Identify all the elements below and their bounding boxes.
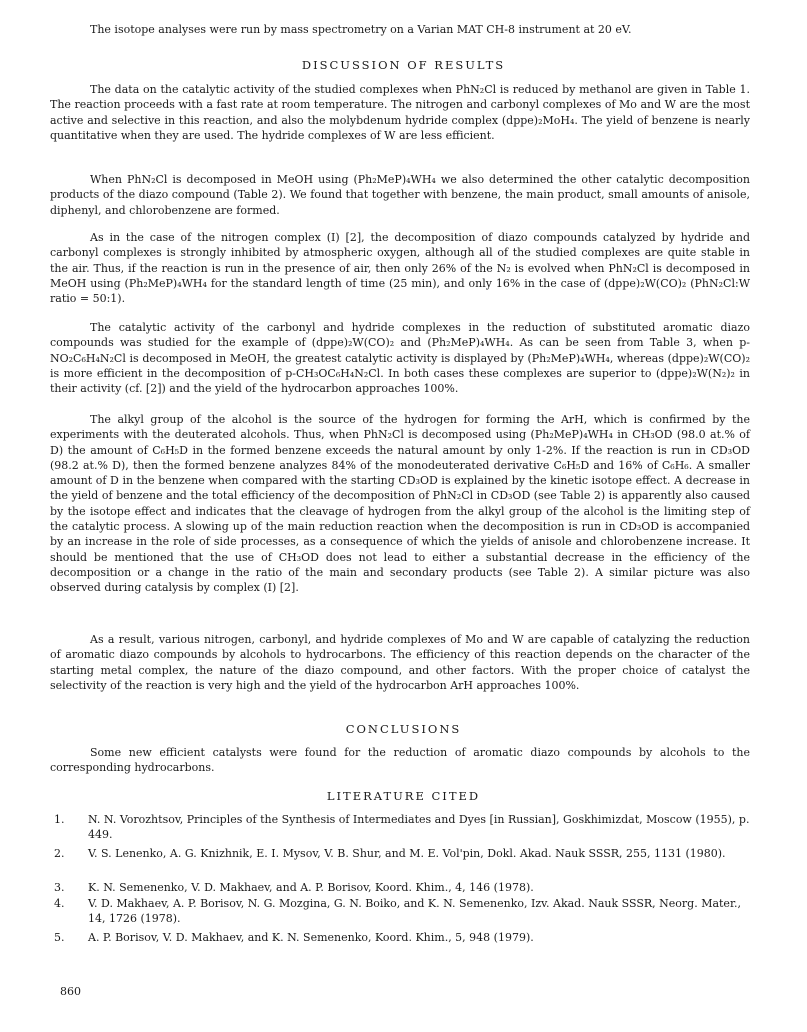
reference-text: N. N. Vorozhtsov, Principles of the Synthesis of Intermediates and Dyes [in Russian], Goskhimizdat, Moscow (1955), p. 449.: [88, 813, 750, 842]
paragraph-4: The catalytic activity of the carbonyl and hydride complexes in the reduction of substituted aromatic diazo compounds was studied for the example of (dppe)₂W(CO)₂ and (Ph₂MeP)₄WH₄. As can be seen from Table 3, when p-NO₂C₆H₄N₂Cl is decomposed in MeOH, the greatest catalytic activity is displayed by (Ph₂MeP)₄WH₄, whereas (dppe)₂W(CO)₂ is more efficient in the decomposition of p-CH₃OC₆H₄N₂Cl. In both cases these complexes are superior to (dppe)₂W(N₂)₂ in their activity (cf. [2]) and the yield of the hydrocarbon approaches 100%.: [50, 321, 750, 396]
conclusions-heading: CONCLUSIONS: [345, 722, 462, 736]
literature-heading: LITERATURE CITED: [326, 789, 481, 803]
reference-number: 2.: [54, 847, 65, 860]
conclusions-text: Some new efficient catalysts were found for the reduction of aromatic diazo compounds by alcohols to the corresponding hydrocarbons.: [50, 746, 750, 775]
reference-number: 5.: [54, 931, 65, 944]
intro-line: The isotope analyses were run by mass spectrometry on a Varian MAT CH-8 instrument at 20 eV.: [90, 23, 632, 36]
page-number: 860: [60, 985, 81, 998]
reference-number: 3.: [54, 881, 65, 894]
reference-text: A. P. Borisov, V. D. Makhaev, and K. N. Semenenko, Koord. Khim., 5, 948 (1979).: [88, 931, 534, 944]
paragraph-5: The alkyl group of the alcohol is the source of the hydrogen for forming the ArH, which is confirmed by the experiments with the deuterated alcohols. Thus, when PhN₂Cl is decomposed using (Ph₂MeP)₄WH₄ in CH₃OD (98.0 at.% of D) the amount of C₆H₅D in the formed benzene exceeds the natural amount by only 1-2%. If the reaction is run in CD₃OD (98.2 at.% D), then the formed benzene analyzes 84% of the monodeuterated derivative C₆H₅D and 16% of C₆H₆. A smaller amount of D in the benzene when compared with the starting CD₃OD is explained by the kinetic isotope effect. A decrease in the yield of benzene and the total efficiency of the decomposition of PhN₂Cl in CD₃OD (see Table 2) is apparently also caused by the isotope effect and indicates that the cleavage of hydrogen from the alkyl group of the alcohol is the limiting step of the catalytic process. A slowing up of the main reduction reaction when the decomposition is run in CD₃OD is accompanied by an increase in the role of side processes, as a consequence of which the yields of anisole and chlorobenzene increase. It should be mentioned that the use of CH₃OD does not lead to either a substantial decrease in the efficiency of the decomposition or a change in the ratio of the main and secondary products (see Table 2). A similar picture was also observed during catalysis by complex (I) [2].: [50, 413, 750, 595]
reference-number: 4.: [54, 897, 65, 910]
paragraph-3: As in the case of the nitrogen complex (I) [2], the decomposition of diazo compounds catalyzed by hydride and carbonyl complexes is strongly inhibited by atmospheric oxygen, although all of the studied complexes are quite stable in the air. Thus, if the reaction is run in the presence of air, then only 26% of the N₂ is evolved when PhN₂Cl is decomposed in MeOH using (Ph₂MeP)₄WH₄ for the standard length of time (25 min), and only 16% in the case of (dppe)₂W(CO)₂ (PhN₂Cl:W ratio = 50:1).: [50, 231, 750, 306]
paragraph-6: As a result, various nitrogen, carbonyl, and hydride complexes of Mo and W are capable of catalyzing the reduction of aromatic diazo compounds by alcohols to hydrocarbons. The efficiency of this reaction depends on the character of the starting metal complex, the nature of the diazo compound, and other factors. With the proper choice of catalyst the selectivity of the reaction is very high and the yield of the hydrocarbon ArH approaches 100%.: [50, 633, 750, 692]
reference-text: V. D. Makhaev, A. P. Borisov, N. G. Mozgina, G. N. Boiko, and K. N. Semenenko, Izv. Akad. Nauk SSSR, Neorg. Mater., 14, 1726 (1978).: [88, 897, 741, 926]
reference-number: 1.: [54, 813, 65, 826]
reference-text: V. S. Lenenko, A. G. Knizhnik, E. I. Mysov, V. B. Shur, and M. E. Vol'pin, Dokl. Akad. Nauk SSSR, 255, 1131 (1980).: [88, 847, 726, 860]
discussion-heading: DISCUSSION OF RESULTS: [301, 58, 506, 72]
paragraph-2: When PhN₂Cl is decomposed in MeOH using (Ph₂MeP)₄WH₄ we also determined the other catalytic decomposition products of the diazo compound (Table 2). We found that together with benzene, the main product, small amounts of anisole, diphenyl, and chlorobenzene are formed.: [50, 173, 750, 217]
reference-text: K. N. Semenenko, V. D. Makhaev, and A. P. Borisov, Koord. Khim., 4, 146 (1978).: [88, 881, 534, 894]
paragraph-1: The data on the catalytic activity of the studied complexes when PhN₂Cl is reduced by methanol are given in Table 1. The reaction proceeds with a fast rate at room temperature. The nitrogen and carbonyl complexes of Mo and W are the most active and selective in this reaction, and also the molybdenum hydride complex (dppe)₂MoH₄. The yield of benzene is nearly quantitative when they are used. The hydride complexes of W are less efficient.: [50, 83, 750, 142]
